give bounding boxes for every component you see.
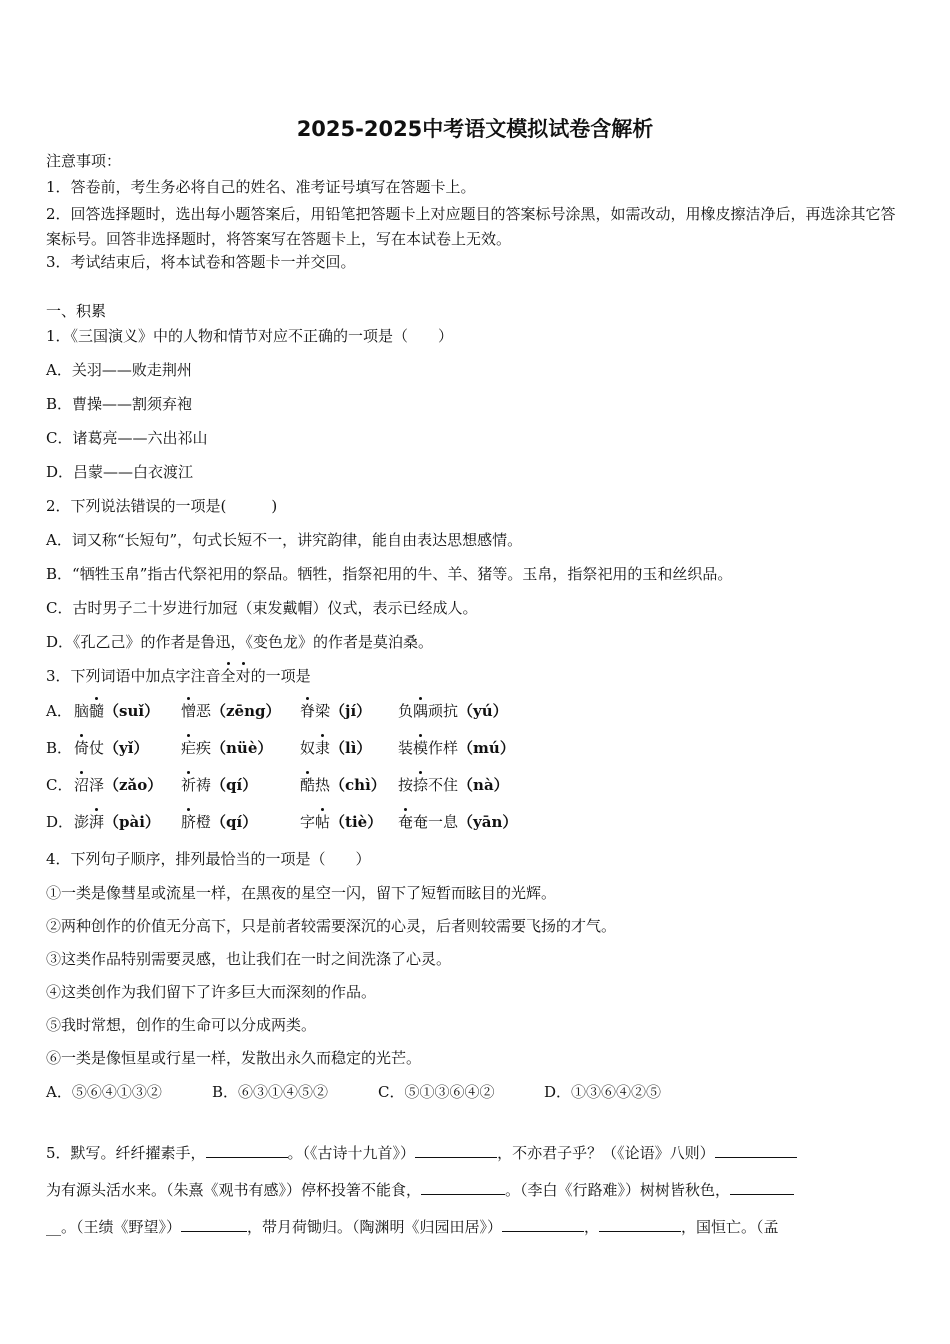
q3-word-part: 顽抗 (428, 702, 459, 720)
q3-word (300, 775, 386, 795)
q4-option-b: B．⑥③①④⑤② (212, 1083, 329, 1101)
q5-blank-4[interactable] (421, 1179, 505, 1195)
q3-dotted-char: 沼 (74, 776, 90, 794)
q3-word (74, 701, 159, 721)
q3-word-part: 仗 (89, 739, 105, 757)
q4-option-a: A．⑤⑥④①③② (46, 1083, 162, 1101)
q3-dotted-char: 隶 (315, 739, 331, 757)
q3-word (74, 775, 162, 795)
q3-word (181, 738, 272, 758)
q3-dotted-char: 模 (413, 739, 429, 757)
q3-pinyin: （suǐ） (104, 702, 160, 720)
q4-sentence-1: ①一类是像彗星或流星一样，在黑夜的星空一闪，留下了短暂而眩目的光辉。 (46, 884, 557, 902)
q3-dotted-char: 隅 (413, 702, 429, 720)
q3-dotted-char: 倚 (74, 739, 90, 757)
q2-option-c: C．古时男子二十岁进行加冠（束发戴帽）仪式，表示已经成人。 (46, 599, 478, 617)
q5-text-3d: ，国恒亡。（孟 (681, 1218, 779, 1236)
q3-pinyin: （zǎo） (104, 776, 163, 794)
q3-pinyin: （zēng） (211, 702, 281, 720)
q2-option-a: A．词又称“长短句”，句式长短不一，讲究韵律，能自由表达思想感情。 (46, 531, 523, 549)
q3-word (398, 738, 515, 758)
q1-option-d: D．吕蒙——白衣渡江 (46, 463, 194, 481)
q3-word (300, 738, 371, 758)
q5-blank-3[interactable] (715, 1142, 797, 1158)
q3-pinyin: （yǐ） (104, 739, 149, 757)
q3-pinyin: （chì） (330, 776, 386, 794)
q4-option-c: C．⑤①③⑥④② (378, 1083, 495, 1101)
q3-dotted-char: 湃 (89, 813, 105, 831)
q3-option-label: B． (46, 739, 73, 757)
q4-sentence-6: ⑥一类是像恒星或行星一样，发散出永久而稳定的光芒。 (46, 1049, 422, 1067)
q3-word-part: 疾 (196, 739, 212, 757)
q3-word (398, 701, 508, 721)
notice-item-1: 1．答卷前，考生务必将自己的姓名、准考证号填写在答题卡上。 (46, 178, 476, 196)
q3-word (300, 701, 371, 721)
q5-line-1 (46, 1142, 797, 1163)
q3-word-part: 橙 (196, 813, 212, 831)
q5-blank-6[interactable] (181, 1216, 247, 1232)
q3-word-part: 按 (398, 776, 414, 794)
q4-sentence-2: ②两种创作的价值无分高下，只是前者较需要深沉的心灵，后者则较需要飞扬的才气。 (46, 917, 617, 935)
q3-word-part: 祷 (196, 776, 212, 794)
q3-word-part: 奄一息 (413, 813, 459, 831)
q3-option-c (46, 775, 906, 795)
q3-word-part: 作样 (428, 739, 459, 757)
q5-blank-7[interactable] (502, 1216, 584, 1232)
q4-options (46, 1082, 661, 1102)
q5-text-1a: 5．默写。纤纤擢素手， (46, 1144, 206, 1162)
q3-word-part: 负 (398, 702, 414, 720)
q5-blank-2[interactable] (415, 1142, 497, 1158)
q2-option-b: B．“牺牲玉帛”指古代祭祀用的祭品。牺牲，指祭祀用的牛、羊、猪等。玉帛，指祭祀用的玉和丝织品。 (46, 565, 733, 583)
q3-dotted-char: 脐 (181, 813, 197, 831)
q3-stem-dotted-2: 对 (235, 667, 251, 685)
q3-word (181, 701, 281, 721)
section-heading: 一、积累 (46, 302, 107, 320)
q4-sentence-3: ③这类作品特别需要灵感，也让我们在一时之间洗涤了心灵。 (46, 950, 452, 968)
q4-sentence-4: ④这类创作为我们留下了许多巨大而深刻的作品。 (46, 983, 377, 1001)
q3-dotted-char: 祈 (181, 776, 197, 794)
q3-dotted-char: 奄 (398, 813, 414, 831)
q3-option-label: A． (46, 702, 72, 720)
q1-option-a: A．关羽——败走荆州 (46, 361, 192, 379)
q4-stem: 4．下列句子顺序，排列最恰当的一项是（ ） (46, 850, 371, 868)
q3-pinyin: （jí） (330, 702, 372, 720)
q3-word-part: 澎 (74, 813, 90, 831)
q3-pinyin: （yān） (458, 813, 518, 831)
q2-option-d: D．《孔乙己》的作者是鲁迅，《变色龙》的作者是莫泊桑。 (46, 633, 434, 651)
notice-item-2: 2．回答选择题时，选出每小题答案后，用铅笔把答题卡上对应题目的答案标号涂黑，如需改动，用橡皮擦洁净后，再选涂其它答案标号。回答非选择题时，将答案写在答题卡上，写在本试卷上无效。 (46, 205, 896, 248)
q3-word-part: 不住 (428, 776, 459, 794)
q5-text-1c: ，不亦君子乎？（《论语》八则） (497, 1144, 715, 1162)
q3-option-label: D． (46, 813, 74, 831)
q3-stem (46, 666, 311, 686)
q3-pinyin: （nüè） (211, 739, 273, 757)
notice-item-3: 3．考试结束后，将本试卷和答题卡一并交回。 (46, 253, 356, 271)
q3-dotted-char: 酷 (300, 776, 316, 794)
q3-word-part: 热 (315, 776, 331, 794)
q1-option-b: B．曹操——割须弃袍 (46, 395, 193, 413)
q3-word (74, 812, 160, 832)
q4-sentence-5: ⑤我时常想，创作的生命可以分成两类。 (46, 1016, 317, 1034)
q3-dotted-char: 疟 (181, 739, 197, 757)
q5-blank-1[interactable] (206, 1142, 288, 1158)
q3-stem-post: 的一项是 (250, 667, 311, 685)
q5-blank-5[interactable] (730, 1179, 794, 1195)
q3-stem-dotted-1: 全 (220, 667, 236, 685)
q3-stem-pre: 3．下列词语中加点字注音 (46, 667, 221, 685)
q1-stem: 1．《三国演义》中的人物和情节对应不正确的一项是（ ） (46, 327, 454, 345)
q3-dotted-char: 脊 (300, 702, 316, 720)
q3-pinyin: （mú） (458, 739, 515, 757)
q3-option-d (46, 812, 906, 832)
q3-word-part: 字 (300, 813, 316, 831)
q3-option-a (46, 701, 906, 721)
q5-blank-8[interactable] (599, 1216, 681, 1232)
page-title: 2025-2025中考语文模拟试卷含解析 (296, 117, 654, 141)
q3-pinyin: （qí） (211, 813, 258, 831)
q3-word (181, 812, 257, 832)
q3-dotted-char: 帖 (315, 813, 331, 831)
q5-text-3b: ，带月荷锄归。（陶渊明《归园田居》） (247, 1218, 503, 1236)
q5-line-2 (46, 1179, 794, 1200)
q1-option-c: C．诸葛亮——六出祁山 (46, 429, 208, 447)
q3-word-part: 梁 (315, 702, 331, 720)
q3-word-part: 泽 (89, 776, 105, 794)
q3-word (181, 775, 257, 795)
q5-text-1b: 。（《古诗十九首》） (287, 1144, 416, 1162)
q3-pinyin: （yú） (458, 702, 508, 720)
q3-pinyin: （qí） (211, 776, 258, 794)
q3-pinyin: （lì） (330, 739, 372, 757)
q3-word-part: 装 (398, 739, 414, 757)
q4-option-d: D．①③⑥④②⑤ (544, 1083, 662, 1101)
notice-heading: 注意事项： (46, 152, 122, 170)
q3-dotted-char: 髓 (89, 702, 105, 720)
q3-option-b (46, 738, 906, 758)
q5-text-3a: __。（王绩《野望》） (46, 1218, 182, 1236)
q3-pinyin: （nà） (458, 776, 509, 794)
q3-word (398, 812, 517, 832)
q3-pinyin: （pài） (104, 813, 160, 831)
q3-dotted-char: 憎 (181, 702, 197, 720)
q3-word-part: 脑 (74, 702, 90, 720)
q5-line-3 (46, 1216, 779, 1237)
q3-word (74, 738, 148, 758)
q3-dotted-char: 捺 (413, 776, 429, 794)
q2-stem: 2．下列说法错误的一项是( ) (46, 497, 278, 515)
q3-word (398, 775, 509, 795)
q3-word (300, 812, 382, 832)
q3-word-part: 恶 (196, 702, 212, 720)
q3-pinyin: （tiè） (330, 813, 383, 831)
q5-text-2a: 为有源头活水来。（朱熹《观书有感》）停杯投箸不能食， (46, 1181, 422, 1199)
q5-text-3c: ， (584, 1218, 600, 1236)
q3-option-label: C． (46, 776, 73, 794)
q3-word-part: 奴 (300, 739, 316, 757)
q5-text-2b: 。（李白《行路难》）树树皆秋色， (505, 1181, 731, 1199)
